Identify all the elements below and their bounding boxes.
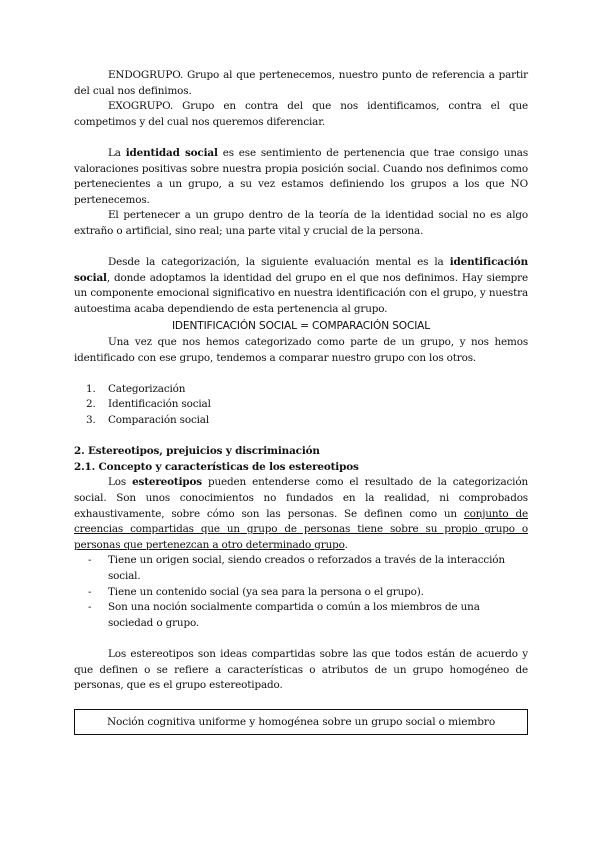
list-item: - Son una noción socialmente compartida o común a los miembros de una sociedad o grupo. [88,601,480,629]
list-item: 2. Identificación social [86,398,211,411]
estereotipos-paragraph: Los estereotipos pueden entenderse como el resultado de la categorización social. Son unos conocimientos no fundados en la realidad, ni comprobados exhaustivamente, sobre cómo son las personas. Se definen como un conjunto de creencias compartidas que un grupo de personas tiene sobre su propio grupo o personas que pertenezcan a otro determinado grupo. [74,476,528,551]
list-item: 1. Categorización [86,382,186,395]
definition-box: Noción cognitiva uniforme y homogénea sobre un grupo social o miembro [74,709,528,736]
estereotipos-definition-underlined: conjunto de creencias compartidas que un grupo de personas tiene sobre su propio grupo o personas que pertenezcan a otro determinado grupo [74,507,528,551]
section-subheading: 2.1. Concepto y características de los estereotipos [74,460,359,473]
comparacion-paragraph: Una vez que nos hemos categorizado como parte de un grupo, y nos hemos identificado con ese grupo, tendemos a comparar nuestro grupo con los otros. [74,336,528,364]
section-heading: 2. Estereotipos, prejuicios y discriminación [74,445,320,458]
identificacion-social-term: identificación social [74,256,528,284]
characteristics-list [74,553,528,631]
identidad-social-term: identidad social [125,146,218,159]
list-item: - Tiene un contenido social (ya sea para la persona o el grupo). [88,585,424,598]
estereotipos-summary-paragraph: Los estereotipos son ideas compartidas sobre las que todos están de acuerdo y que definen o se refiere a características o atributos de un grupo homogéneo de personas, que es el grupo estereotipado. [74,647,528,692]
list-item: 3. Comparación social [86,414,210,427]
steps-list [74,382,528,429]
document-page [74,68,528,735]
pertenencia-paragraph: El pertenecer a un grupo dentro de la teoría de la identidad social no es algo extraño o artificial, sino real; una parte vital y crucial de la persona. [74,209,528,237]
identidad-social-paragraph: La identidad social es ese sentimiento de pertenencia que trae consigo unas valoraciones positivas sobre nuestra propia posición social. Cuando nos definimos como pertenecientes a un grupo, a su vez estamos definiendo los grupos a los que NO pertenecemos. [74,146,529,206]
exogrupo-definition: EXOGRUPO. Grupo en contra del que nos identificamos, contra el que competimos y del cual nos queremos diferenciar. [74,100,528,128]
endogrupo-definition: ENDOGRUPO. Grupo al que pertenecemos, nuestro punto de referencia a partir del cual nos definimos. [74,69,528,97]
list-item: - Tiene un origen social, siendo creados o reforzados a través de la interacción social. [88,554,505,582]
identificacion-social-paragraph: Desde la categorización, la siguiente evaluación mental es la identificación social, donde adoptamos la identidad del grupo en el que nos definimos. Hay siempre un componente emocional significativo en nuestra identificación con el grupo, y nuestra autoestima acaba dependiendo de esta pertenencia al grupo. [74,256,528,315]
identificacion-equation: IDENTIFICACIÓN SOCIAL = COMPARACIÓN SOCIAL [171,319,431,332]
estereotipos-term: estereotipos [132,476,202,489]
